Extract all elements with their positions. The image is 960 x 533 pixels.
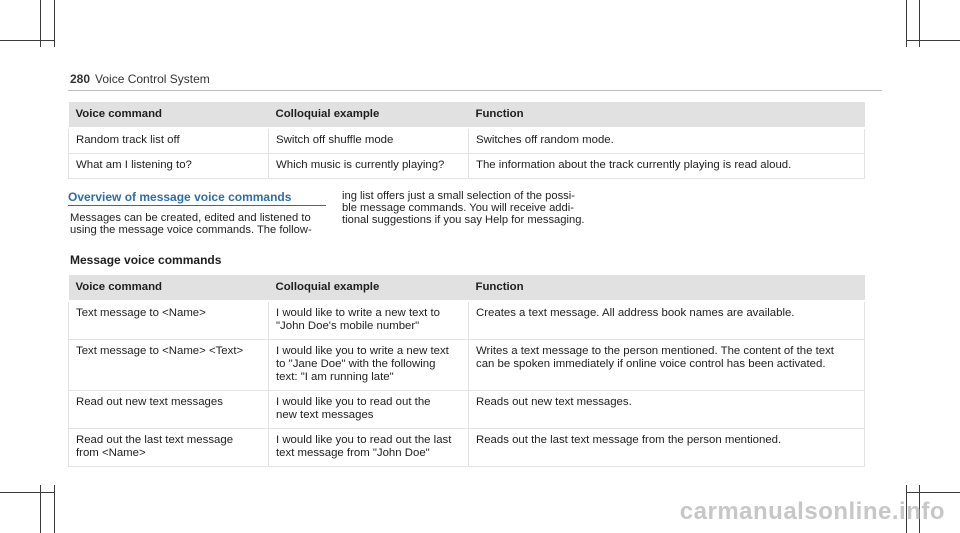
cell-text-line: Text message to <Name> (76, 307, 206, 319)
column-header: Colloquial example (269, 102, 469, 128)
table-cell (469, 154, 865, 179)
crop-mark (0, 492, 54, 493)
voice-command-table (68, 102, 865, 179)
table-cell (269, 429, 469, 467)
table-cell (269, 340, 469, 391)
table-cell (469, 128, 865, 154)
cell-text-line: Reads out new text messages. (476, 396, 632, 408)
cell-text-line: I would like to write a new text to (276, 307, 440, 319)
paragraph-line: ble message commands. You will receive addi- (342, 202, 574, 214)
table-cell (469, 429, 865, 467)
cell-text-line: Read out the last text message (76, 434, 234, 446)
table-row (69, 301, 865, 340)
crop-mark (906, 40, 960, 41)
table-cell (269, 391, 469, 429)
subheading: Message voice commands (70, 253, 222, 267)
table-cell (469, 340, 865, 391)
intro-paragraph-left (70, 212, 312, 236)
cell-text-line: Which music is currently playing? (276, 159, 445, 171)
column-header: Voice command (69, 275, 269, 301)
table-header-row (69, 275, 865, 301)
table-cell (69, 391, 269, 429)
table-cell (269, 128, 469, 154)
paragraph-line: tional suggestions if you say Help for messaging. (342, 214, 585, 226)
table-header-row (69, 102, 865, 128)
table-cell (469, 301, 865, 340)
cell-text-line: from <Name> (76, 447, 146, 459)
table-cell (69, 429, 269, 467)
cell-text-line: text: "I am running late" (276, 371, 394, 383)
intro-paragraph-right (342, 190, 585, 226)
table-row (69, 340, 865, 391)
message-command-table (68, 275, 865, 467)
cell-text-line: I would like you to write a new text (276, 345, 449, 357)
table-cell (69, 154, 269, 179)
cell-text-line: Switch off shuffle mode (276, 134, 394, 146)
table-cell (69, 128, 269, 154)
cell-text-line: to "Jane Doe" with the following (276, 358, 436, 370)
cell-text-line: can be spoken immediately if online voice control has been activated. (476, 358, 826, 370)
watermark: carmanualsonline.info (679, 498, 945, 525)
section-title-underline (68, 205, 326, 206)
paragraph-line: using the message voice commands. The follow- (70, 224, 312, 236)
table-row (69, 128, 865, 154)
cell-text-line: Read out new text messages (76, 396, 223, 408)
page-header (70, 72, 210, 86)
cell-text-line: new text messages (276, 409, 374, 421)
page-header-title: Voice Control System (95, 72, 210, 86)
table-cell (269, 154, 469, 179)
cell-text-line: Switches off random mode. (476, 134, 614, 146)
crop-mark (906, 492, 960, 493)
cell-text-line: "John Doe's mobile number" (276, 320, 420, 332)
cell-text-line: I would like you to read out the (276, 396, 431, 408)
crop-mark (54, 0, 55, 47)
cell-text-line: Creates a text message. All address book names are available. (476, 307, 795, 319)
paragraph-line: ing list offers just a small selection of the possi- (342, 190, 575, 202)
cell-text-line: text message from "John Doe" (276, 447, 430, 459)
table-row (69, 391, 865, 429)
cell-text-line: Reads out the last text message from the person mentioned. (476, 434, 782, 446)
cell-text-line: Writes a text message to the person mentioned. The content of the text (476, 345, 834, 357)
column-header: Function (469, 102, 865, 128)
table-cell (69, 340, 269, 391)
cell-text-line: I would like you to read out the last (276, 434, 452, 446)
page-number: 280 (70, 72, 91, 86)
cell-text-line: Random track list off (76, 134, 180, 146)
table-cell (269, 301, 469, 340)
cell-text-line: What am I listening to? (76, 159, 192, 171)
paragraph-line: Messages can be created, edited and listened to (70, 212, 311, 224)
column-header: Voice command (69, 102, 269, 128)
header-divider (68, 90, 882, 91)
section-title: Overview of message voice commands (68, 190, 292, 204)
cell-text-line: Text message to <Name> <Text> (76, 345, 244, 357)
crop-mark (54, 485, 55, 533)
column-header: Colloquial example (269, 275, 469, 301)
table-cell (69, 301, 269, 340)
column-header: Function (469, 275, 865, 301)
table-cell (469, 391, 865, 429)
crop-mark (0, 40, 54, 41)
cell-text-line: The information about the track currently playing is read aloud. (476, 159, 792, 171)
table-row (69, 429, 865, 467)
table-row (69, 154, 865, 179)
